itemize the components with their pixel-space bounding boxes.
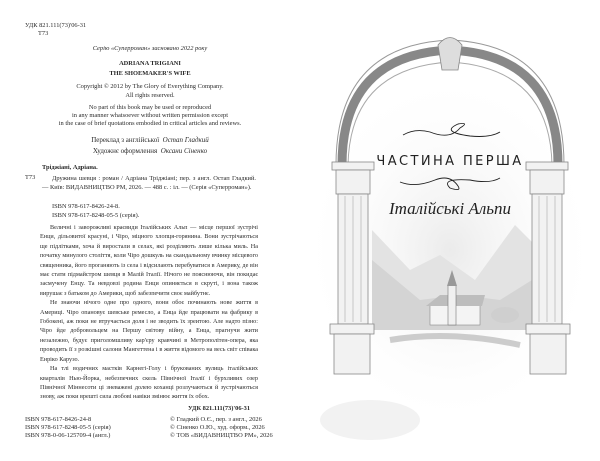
annotation-paragraph: На тлі водичних мастків Карнегі-Голу і брукованих вулиць італійських кварталів Нью-Йорка, небезпечних скель Північної Італії і бурхливих озер Північної Міннесоти ці зневажені долею коханці розлучаються й зустрічаються знову, аж поки врешті сила любові навіки змінює життя їх обох. [40, 365, 258, 401]
part-label: ЧАСТИНА ПЕРША [376, 154, 524, 169]
catalog-isbn-list [52, 203, 139, 220]
translation-label: Переклад з англійської [91, 136, 160, 144]
udk-bottom: УДК 821.111(73)'06-31 [188, 405, 251, 412]
catalog-heading: Тріджіані, Адріана. [42, 164, 98, 171]
design-label: Художнє оформлення [92, 147, 158, 155]
original-author: ADRIANA TRIGIANI [119, 60, 181, 67]
isbn-list [25, 416, 111, 440]
translation-credit [20, 136, 280, 145]
part-title: Італійські Альпи [388, 199, 512, 218]
isbn-line: ISBN 978-0-06-125709-4 (англ.) [25, 432, 111, 439]
copyright-line: © ТОВ «ВИДАВНИЦТВО РМ», 2026 [170, 432, 273, 439]
arch-illustration [300, 0, 600, 461]
original-title: THE SHOEMAKER'S WIFE [109, 70, 191, 77]
isbn-line: ISBN 978-617-8426-24-8 [25, 416, 92, 423]
author-mark: Т73 [38, 30, 49, 37]
notice-line: in the case of brief quotations embodied in critical articles and reviews. [58, 120, 242, 127]
catalog-isbn: ISBN 978-617-8426-24-8. [52, 203, 120, 210]
udk-code: УДК 821.111(73)'06-31 [25, 22, 87, 29]
notice-line: No part of this book may be used or reproduced [88, 104, 212, 111]
catalog-isbn: ISBN 978-617-8248-05-5 (серія). [52, 211, 140, 219]
designer: Оксани Сіненко [160, 147, 208, 155]
annotation-paragraph: Не знаючи нічого одне про одного, вони обоє починають нове життя в Америці. Чіро опановує шевське ремесло, а Енца йде працювати на фабрику в Гобокені, аж поки не втручається доля і не зводить їх зреитою. Але надто пізно: Чіро йде добровольцем на Першу світову війну, а Енца, прагнучи жити незалежно, будує приголомшливу кар'єру кравчині в Метрополітен-опера, яка проводить її з розкішні салони Мангеттена і в життя відомого на весь світ співака Енріко Карузо. [40, 299, 258, 363]
catalog-mark: Т73 [25, 174, 36, 181]
catalog-entry: Дружина шевця : роман / Адріана Тріджіані; пер. з англ. Остап Гладкий. — Київ: ВИДАВНИЦТВО РМ, 2026. — 488 с. : іл. — (Серія «Суперроман»). [42, 175, 256, 192]
annotation [40, 223, 258, 402]
annotation-paragraph: Величні і заворожливі краєвиди Італійських Альп — місце першої зустрічі Енци, дільовитої красуні, і Чіро, міцного хлопця-горянина. Вони зустрічаються ще підлітками, хоча й виростали в селах, які розділяють лише кілька миль. На початку минулого століття, коли Чіро дошкуль на скандальному вчинку місцевого священника, його проганяють із села і відсилають перебуватися в Америку, де він має стати підмайстром шевця в Малій Італії. Нічого не пояснюючи, він покидає засмучену Енцу. Та невдовзі родина Енци опиняється в скруті, і вона також вирушає з батьком до Америки, щоб забезпечити своє майбутнє. [40, 224, 258, 297]
copyright-line: © Сіненко О.Ю., худ. оформ., 2026 [170, 424, 265, 431]
notice-line: in any manner whatsoever without written permission except [72, 112, 228, 119]
translator: Остап Гладкий [162, 136, 209, 144]
part-title-page [300, 0, 600, 461]
isbn-line: ISBN 978-617-8248-05-5 (серія) [25, 424, 111, 431]
copyright-list [170, 416, 273, 440]
design-credit [20, 147, 280, 156]
copyright-original: Copyright © 2012 by The Glory of Everything Company. [76, 83, 224, 90]
rights: All rights reserved. [125, 92, 175, 99]
series-note: Серію «Суперроман» засновано 2022 року [92, 45, 208, 52]
copyright-line: © Гладкий О.Є., пер. з англ., 2026 [170, 416, 262, 423]
